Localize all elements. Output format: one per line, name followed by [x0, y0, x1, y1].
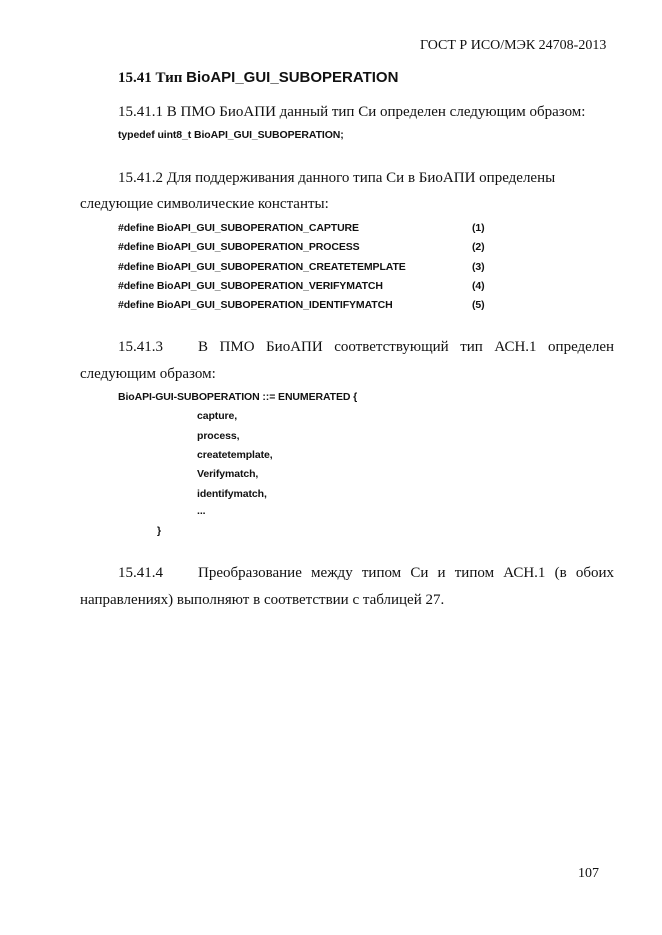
asn-item: identifymatch, [197, 488, 267, 500]
asn-item: capture, [197, 410, 238, 422]
paragraph-15-41-3-number: 15.41.3 [118, 339, 163, 355]
define-value: (2) [472, 241, 485, 253]
paragraph-15-41-4-number: 15.41.4 [118, 565, 163, 581]
section-number: 15.41 [118, 70, 152, 86]
define-value: (1) [472, 222, 485, 234]
define-value: (4) [472, 280, 485, 292]
define-line: #define BioAPI_GUI_SUBOPERATION_CAPTURE [118, 222, 359, 234]
paragraph-15-41-4-line1: Преобразование между типом Си и типом АСН.1 (в обоих [198, 565, 614, 581]
typedef-code: typedef uint8_t BioAPI_GUI_SUBOPERATION; [118, 129, 344, 141]
section-title-code: BioAPI_GUI_SUBOPERATION [186, 69, 399, 86]
paragraph-15-41-1: 15.41.1 В ПМО БиоАПИ данный тип Си определен следующим образом: [118, 104, 586, 120]
page-number: 107 [578, 866, 599, 881]
paragraph-15-41-3-line2: следующим образом: [80, 366, 216, 382]
paragraph-15-41-2-line2: следующие символические константы: [80, 196, 329, 212]
define-line: #define BioAPI_GUI_SUBOPERATION_CREATETEMPLATE [118, 261, 406, 273]
define-value: (3) [472, 261, 485, 273]
section-heading [118, 69, 398, 87]
asn-item: createtemplate, [197, 449, 273, 461]
define-line: #define BioAPI_GUI_SUBOPERATION_PROCESS [118, 241, 360, 253]
paragraph-15-41-3-line1: В ПМО БиоАПИ соответствующий тип АСН.1 определен [198, 339, 614, 355]
document-standard-header: ГОСТ Р ИСО/МЭК 24708-2013 [420, 38, 607, 53]
asn-closing-brace: } [157, 525, 161, 537]
asn-item: Verifymatch, [197, 468, 259, 480]
paragraph-15-41-4-line2: направлениях) выполняют в соответствии с таблицей 27. [80, 592, 445, 608]
define-value: (5) [472, 299, 485, 311]
asn-definition-head: BioAPI-GUI-SUBOPERATION ::= ENUMERATED { [118, 391, 358, 403]
asn-item: process, [197, 430, 240, 442]
paragraph-15-41-2-line1: 15.41.2 Для поддерживания данного типа Си в БиоАПИ определены [118, 170, 556, 186]
define-line: #define BioAPI_GUI_SUBOPERATION_IDENTIFYMATCH [118, 299, 393, 311]
section-title-prefix: Тип [155, 70, 183, 86]
define-line: #define BioAPI_GUI_SUBOPERATION_VERIFYMATCH [118, 280, 383, 292]
asn-item: ... [197, 505, 206, 517]
